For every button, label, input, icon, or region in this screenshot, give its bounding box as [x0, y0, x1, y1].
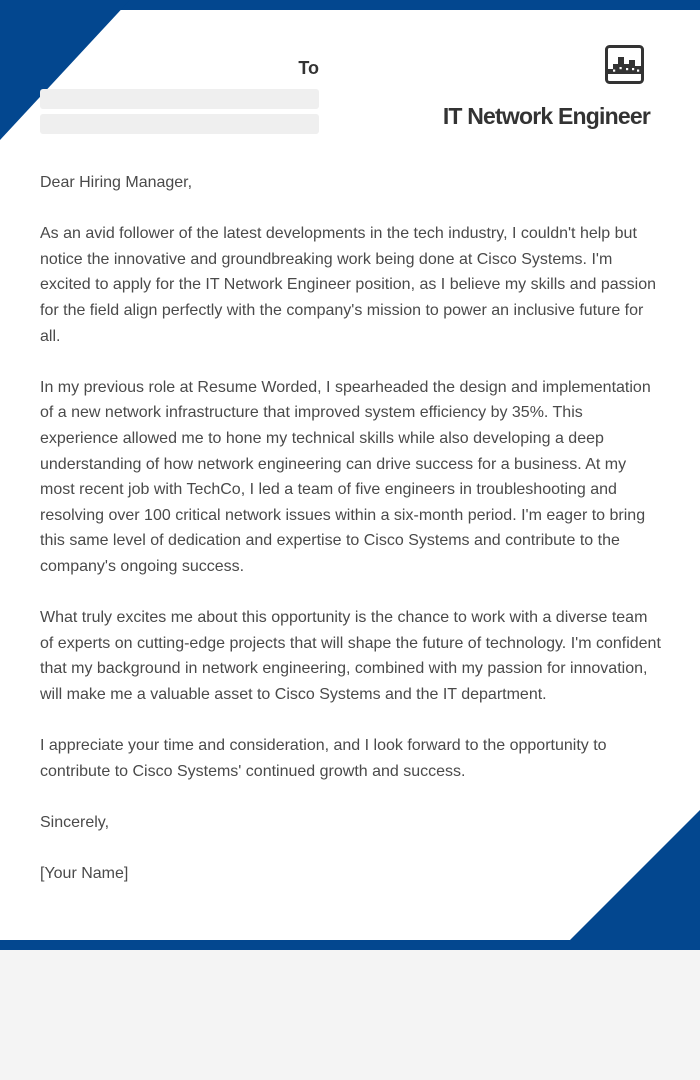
- to-label: To: [298, 58, 319, 78]
- letter-paragraph-3: What truly excites me about this opportunity is the chance to work with a diverse team of experts on cutting-edge projects that will shape the future of technology. I'm confident that my background in network engineering, combined with my passion for innovation, will make me a valuable asset to Cisco Systems and the IT department.: [40, 609, 661, 703]
- letter-paragraph-4: I appreciate your time and consideration, and I look forward to the opportunity to contribute to Cisco Systems' continued growth and success.: [40, 737, 607, 780]
- letter-signature: [Your Name]: [40, 865, 129, 883]
- job-title: IT Network Engineer: [442, 103, 650, 129]
- recipient-placeholder-line-2: [40, 114, 319, 134]
- recipient-placeholder-line-1: [40, 89, 319, 109]
- letter-body: [40, 170, 662, 912]
- letter-closing: Sincerely,: [40, 813, 110, 831]
- building-factory-icon: [605, 45, 644, 84]
- letter-paragraph-1: As an avid follower of the latest developments in the tech industry, I couldn't help but notice the innovative and groundbreaking work being done at Cisco Systems. I'm excited to apply for the IT Network Engineer position, as I believe my skills and passion for the field align perfectly with the company's mission to power an inclusive future for all.: [40, 225, 657, 345]
- bottom-accent-bar: [0, 940, 700, 950]
- letter-paragraph-2: In my previous role at Resume Worded, I spearheaded the design and implementation of a new network infrastructure that improved system efficiency by 35%. This experience allowed me to hone my technical skills while also developing a deep understanding of how network engineering can drive success for a business. At my most recent job with TechCo, I led a team of five engineers in troubleshooting and resolving over 100 critical network issues within a six-month period. I'm eager to bring this same level of dedication and expertise to Cisco Systems and contribute to the company's ongoing success.: [40, 378, 651, 575]
- letter-greeting: Dear Hiring Manager,: [40, 174, 193, 191]
